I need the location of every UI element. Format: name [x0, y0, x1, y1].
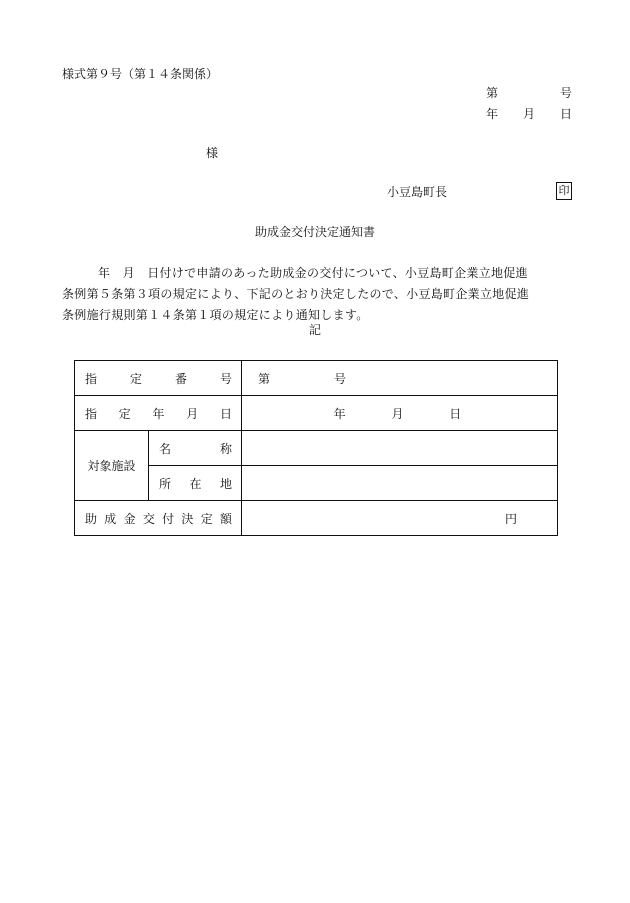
ki-heading: 記 — [308, 323, 321, 337]
facility-location-value[interactable] — [242, 466, 558, 501]
value-suffix: 号 — [334, 371, 347, 386]
document-number-line — [486, 86, 572, 100]
label-char: 交 — [142, 511, 155, 526]
table-row-designation-date — [75, 396, 558, 431]
facility-name-label — [149, 431, 242, 466]
details-table — [74, 360, 558, 536]
amount-unit: 円 — [504, 511, 517, 526]
table-row-facility-name — [75, 431, 558, 466]
body-line-3: 条例施行規則第１４条第１項の規定により通知します。 — [62, 308, 369, 322]
label-char: 助 — [85, 511, 98, 526]
label-char: 額 — [219, 511, 232, 526]
amount-label — [75, 501, 242, 536]
label-char: 在 — [189, 476, 202, 491]
facility-name-value[interactable] — [242, 431, 558, 466]
addressee-suffix: 様 — [206, 146, 219, 160]
designation-number-label — [75, 361, 242, 396]
label-char: 名 — [159, 441, 172, 456]
value-prefix: 第 — [258, 371, 271, 386]
label-char: 地 — [219, 476, 232, 491]
facility-group-label: 対象施設 — [75, 431, 149, 501]
table-row-amount — [75, 501, 558, 536]
label-char: 定 — [118, 406, 131, 421]
label-char: 指 — [85, 406, 98, 421]
notice-body — [62, 263, 572, 326]
facility-location-label — [149, 466, 242, 501]
label-char: 指 — [85, 371, 98, 386]
label-char: 称 — [219, 441, 232, 456]
body-line-2: 条例第５条第３項の規定により、下記のとおり決定したので、小豆島町企業立地促進 — [62, 287, 530, 301]
label-char: 付 — [162, 511, 175, 526]
label-char: 月 — [186, 406, 199, 421]
label-char: 定 — [129, 371, 142, 386]
label-char: 定 — [200, 511, 213, 526]
value-month: 月 — [391, 406, 404, 421]
label-char: 所 — [159, 476, 172, 491]
label-char: 号 — [219, 371, 232, 386]
date-day: 日 — [559, 107, 572, 121]
date-year: 年 — [486, 107, 499, 121]
label-char: 成 — [104, 511, 117, 526]
label-char: 年 — [152, 406, 165, 421]
value-year: 年 — [333, 406, 346, 421]
value-day: 日 — [449, 406, 462, 421]
date-month: 月 — [522, 107, 535, 121]
label-char: 金 — [123, 511, 136, 526]
form-number-label: 様式第９号（第１４条関係） — [62, 67, 219, 81]
designation-number-value[interactable] — [242, 361, 558, 396]
number-suffix: 号 — [559, 86, 572, 100]
seal-mark: 印 — [556, 182, 572, 200]
label-char: 番 — [174, 371, 187, 386]
label-char: 日 — [219, 406, 232, 421]
amount-value[interactable] — [242, 501, 558, 536]
label-char: 決 — [181, 511, 194, 526]
document-title: 助成金交付決定通知書 — [254, 225, 375, 239]
designation-date-value[interactable] — [242, 396, 558, 431]
issuer-name: 小豆島町長 — [387, 185, 448, 199]
document-date-line — [486, 107, 572, 121]
table-row-designation-number — [75, 361, 558, 396]
designation-date-label — [75, 396, 242, 431]
body-line-1: 年 月 日付けで申請のあった助成金の交付について、小豆島町企業立地促進 — [98, 266, 528, 280]
number-prefix: 第 — [486, 86, 499, 100]
